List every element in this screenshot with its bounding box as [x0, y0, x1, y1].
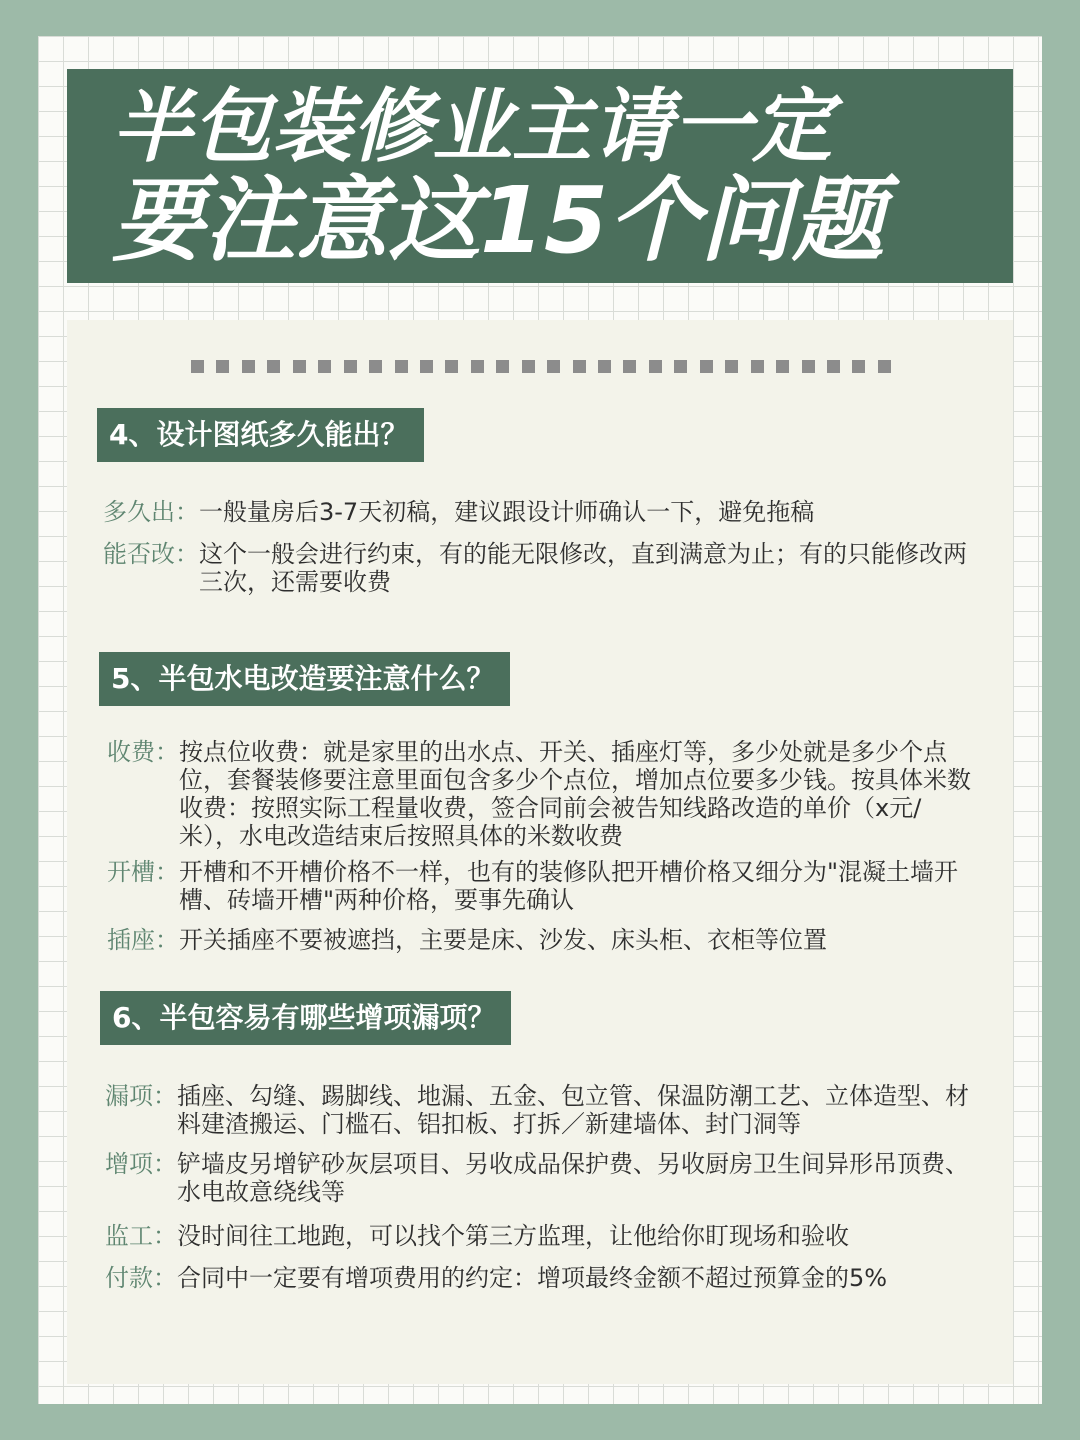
item-text: 开槽和不开槽价格不一样，也有的装修队把开槽价格又细分为"混凝土墙开槽、砖墙开槽"两种价格，要事先确认 — [179, 858, 959, 914]
list-item — [105, 1082, 977, 1138]
item-label: 增项： — [105, 1150, 177, 1178]
section-heading-5: 5、半包水电改造要注意什么？ — [99, 652, 510, 706]
list-item — [103, 498, 983, 526]
item-text: 开关插座不要被遮挡，主要是床、沙发、床头柜、衣柜等位置 — [179, 926, 827, 954]
item-label: 漏项： — [105, 1082, 177, 1110]
item-label: 监工： — [105, 1222, 177, 1250]
list-item — [103, 540, 983, 596]
item-text: 插座、勾缝、踢脚线、地漏、五金、包立管、保温防潮工艺、立体造型、材料建渣搬运、门槛石、铝扣板、打拆／新建墙体、封门洞等 — [177, 1082, 969, 1138]
item-text: 一般量房后3-7天初稿，建议跟设计师确认一下，避免拖稿 — [199, 498, 815, 526]
item-label: 多久出： — [103, 498, 199, 526]
item-label: 收费： — [107, 738, 179, 766]
list-item — [107, 926, 977, 954]
page-title-line-2: 要注意这15个问题 — [112, 167, 885, 274]
item-label: 能否改： — [103, 540, 199, 568]
list-item — [105, 1222, 977, 1250]
section-heading-4: 4、设计图纸多久能出？ — [97, 408, 424, 462]
item-label: 插座： — [107, 926, 179, 954]
title-banner — [67, 69, 1013, 283]
item-text: 按点位收费：就是家里的出水点、开关、插座灯等，多少处就是多少个点位，套餐装修要注意里面包含多少个点位，增加点位要多少钱。按具体米数收费：按照实际工程量收费，签合同前会被告知线路改造的单价（x元/米），水电改造结束后按照具体的米数收费 — [179, 738, 971, 850]
content-card — [67, 320, 1013, 1384]
item-text: 铲墙皮另增铲砂灰层项目、另收成品保护费、另收厨房卫生间异形吊顶费、水电故意绕线等 — [177, 1150, 969, 1206]
list-item — [105, 1150, 977, 1206]
dotted-divider — [191, 360, 891, 373]
list-item — [107, 858, 977, 914]
section-heading-6: 6、半包容易有哪些增项漏项？ — [100, 991, 511, 1045]
item-label: 付款： — [105, 1264, 177, 1292]
list-item — [105, 1264, 977, 1292]
list-item — [107, 738, 977, 850]
item-text: 这个一般会进行约束，有的能无限修改，直到满意为止；有的只能修改两三次，还需要收费 — [199, 540, 967, 596]
page-title-line-1: 半包装修业主请一定 — [112, 80, 832, 173]
item-text: 合同中一定要有增项费用的约定：增项最终金额不超过预算金的5% — [177, 1264, 888, 1292]
item-label: 开槽： — [107, 858, 179, 886]
item-text: 没时间往工地跑，可以找个第三方监理，让他给你盯现场和验收 — [177, 1222, 849, 1250]
